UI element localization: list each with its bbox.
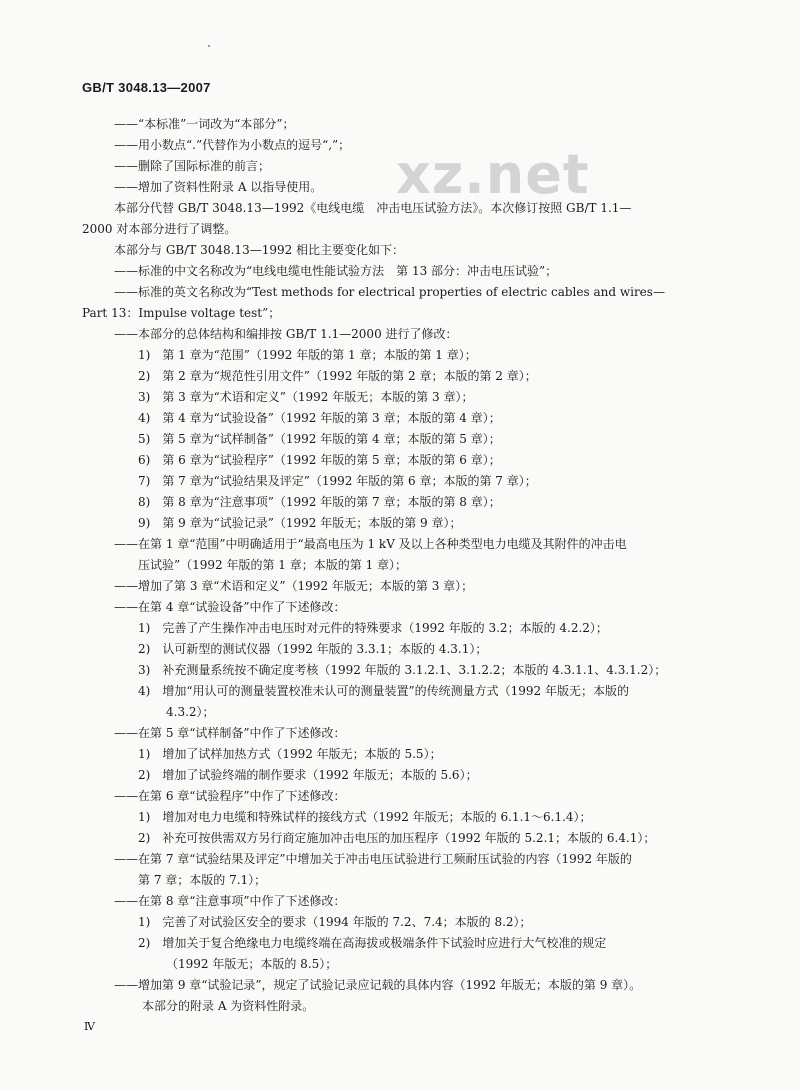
text-line: ——在第 5 章“试样制备”中作了下述修改： [114, 726, 346, 740]
page-number: Ⅳ [84, 1020, 95, 1033]
text-line: 3) 第 3 章为“术语和定义”（1992 年版无；本版的第 3 章）； [138, 390, 474, 404]
text-line: 2) 增加了试验终端的制作要求（1992 年版无；本版的 5.6）； [138, 768, 478, 782]
scan-speck [208, 45, 210, 47]
text-line: 2000 对本部分进行了调整。 [82, 222, 237, 236]
text-line: 1) 增加了试样加热方式（1992 年版无；本版的 5.5）； [138, 747, 442, 761]
watermark-text: xz.net [396, 143, 590, 206]
text-line: ——增加了第 3 章“术语和定义”（1992 年版无；本版的第 3 章）； [114, 579, 474, 593]
text-line: 4.3.2）； [166, 705, 215, 719]
text-line: 8) 第 8 章为“注意事项”（1992 年版的第 7 章；本版的第 8 章）； [138, 495, 501, 509]
text-line: 1) 增加对电力电缆和特殊试样的接线方式（1992 年版无；本版的 6.1.1～6.1.4）； [138, 810, 592, 824]
text-line: ——在第 7 章“试验结果及评定”中增加关于冲击电压试验进行工频耐压试验的内容（1992 年版的 [114, 852, 632, 866]
text-line: 1) 完善了对试验区安全的要求（1994 年版的 7.2、7.4；本版的 8.2）； [138, 915, 532, 929]
text-line: ——在第 6 章“试验程序”中作了下述修改： [114, 789, 346, 803]
text-line: ——“本标准”一词改为“本部分”； [114, 117, 295, 131]
text-line: ——用小数点“.”代替作为小数点的逗号“,”； [114, 138, 351, 152]
text-line: 本部分与 GB/T 3048.13—1992 相比主要变化如下： [114, 243, 405, 257]
text-line: ——在第 8 章“注意事项”中作了下述修改： [114, 894, 346, 908]
text-line: Part 13：Impulse voltage test”； [82, 306, 281, 320]
text-line: 1) 完善了产生操作冲击电压时对元件的特殊要求（1992 年版的 3.2；本版的 4.2.2）； [138, 621, 608, 635]
text-line: 6) 第 6 章为“试验程序”（1992 年版的第 5 章；本版的第 6 章）； [138, 453, 501, 467]
text-line: ——删除了国际标准的前言； [114, 159, 271, 173]
text-line: ——标准的中文名称改为“电线电缆电性能试验方法 第 13 部分：冲击电压试验”； [114, 264, 558, 278]
text-line: 1) 第 1 章为“范围”（1992 年版的第 1 章；本版的第 1 章）； [138, 348, 477, 362]
text-line: 5) 第 5 章为“试样制备”（1992 年版的第 4 章；本版的第 5 章）； [138, 432, 501, 446]
text-line: 4) 增加“用认可的测量装置校准未认可的测量装置”的传统测量方式（1992 年版无；本版的 [138, 684, 629, 698]
text-line: 2) 第 2 章为“规范性引用文件”（1992 年版的第 2 章；本版的第 2 章）； [138, 369, 537, 383]
text-line: ——在第 4 章“试验设备”中作了下述修改： [114, 600, 346, 614]
text-line: 2) 增加关于复合绝缘电力电缆终端在高海拔或极端条件下试验时应进行大气校准的规定 [138, 936, 607, 950]
text-line: 第 7 章；本版的 7.1）； [138, 873, 267, 887]
text-line: 4) 第 4 章为“试验设备”（1992 年版的第 3 章；本版的第 4 章）； [138, 411, 501, 425]
text-line: 本部分代替 GB/T 3048.13—1992《电线电缆 冲击电压试验方法》。本次修订按照 GB/T 1.1— [114, 201, 632, 215]
standard-number-header: GB/T 3048.13—2007 [82, 80, 211, 95]
text-line: ——本部分的总体结构和编排按 GB/T 1.1—2000 进行了修改： [114, 327, 458, 341]
text-line: （1992 年版无；本版的 8.5）； [166, 957, 338, 971]
text-line: 2) 认可新型的测试仪器（1992 年版的 3.3.1；本版的 4.3.1）； [138, 642, 488, 656]
text-line: 压试验”（1992 年版的第 1 章；本版的第 1 章）； [138, 558, 408, 572]
text-line: ——在第 1 章“范围”中明确适用于“最高电压为 1 kV 及以上各种类型电力电缆及其附件的冲击电 [114, 537, 627, 551]
text-line: ——增加了资料性附录 A 以指导使用。 [114, 180, 323, 194]
text-line: 本部分的附录 A 为资料性附录。 [142, 999, 315, 1013]
text-line: ——标准的英文名称改为“Test methods for electrical properties of electric cables and wires— [114, 285, 665, 299]
text-line: 2) 补充可按供需双方另行商定施加冲击电压的加压程序（1992 年版的 5.2.1；本版的 6.4.1）； [138, 831, 656, 845]
text-line: 9) 第 9 章为“试验记录”（1992 年版无；本版的第 9 章）； [138, 516, 462, 530]
text-line: 3) 补充测量系统按不确定度考核（1992 年版的 3.1.2.1、3.1.2.2；本版的 4.3.1.1、4.3.1.2）； [138, 663, 667, 677]
text-line: 7) 第 7 章为“试验结果及评定”（1992 年版的第 6 章；本版的第 7 章）； [138, 474, 537, 488]
text-line: ——增加第 9 章“试验记录”，规定了试验记录应记载的具体内容（1992 年版无；本版的第 9 章）。 [114, 978, 642, 992]
